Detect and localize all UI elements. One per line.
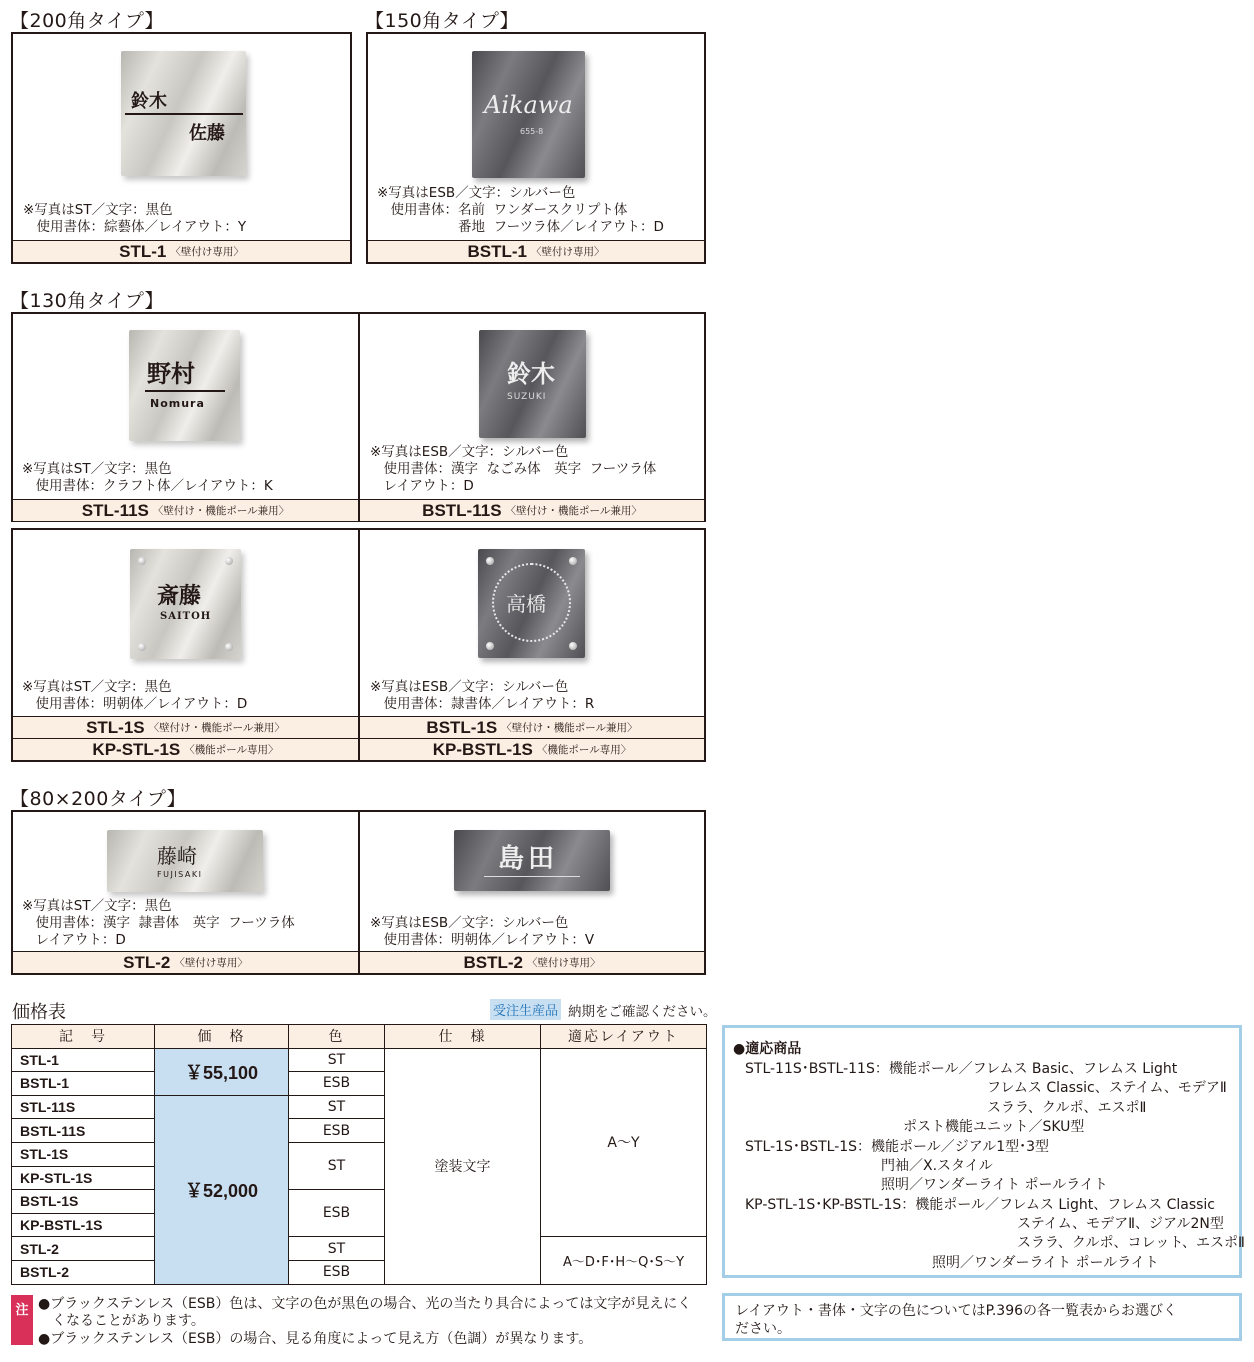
compatible-line: ステイム、モデアⅡ、ジアル2N型: [1017, 1216, 1224, 1232]
plate-roman: Nomura: [150, 397, 205, 410]
plate-roman: SAITOH: [160, 611, 212, 622]
photo-note-bstl11s: ※写真はESB／文字：シルバー色 使用書体：漢字 なごみ体 英字 フーツラ体 レイアウト：D: [370, 444, 657, 494]
nameplate-photo: [472, 51, 585, 178]
product-code: KP-STL-1S: [92, 739, 181, 759]
product-code: BSTL-2: [463, 952, 523, 972]
plate-number: 655-8: [520, 127, 544, 136]
compatible-line: ポスト機能ユニット／SKU型: [903, 1119, 1085, 1135]
compatible-line: 照明／ワンダーライト ポールライト: [881, 1177, 1108, 1193]
column-header: 価 格: [155, 1025, 289, 1049]
compatible-products-box: [722, 1025, 1245, 1278]
layout-cell: A～Y: [541, 1048, 707, 1237]
mount-bolt: [486, 557, 494, 565]
compatible-line: 門袖／X.スタイル: [881, 1158, 993, 1174]
plate-rule: [125, 113, 243, 115]
product-label-stl11s: [13, 499, 358, 521]
caution-note-2: ●ブラックステンレス（ESB）の場合、見る角度によって見え方（色調）が異なります。: [38, 1331, 593, 1347]
product-label-kp-stl1s: [13, 738, 358, 760]
mount-bolt: [225, 557, 233, 565]
plate-text: 藤崎: [157, 844, 197, 868]
product-label-kp-bstl1s: [360, 738, 704, 760]
nameplate-photo-stl1s: [130, 549, 241, 659]
table-row: [12, 1237, 707, 1261]
table-header-row: [12, 1025, 707, 1049]
nameplate-photo-stl11s: [129, 330, 240, 441]
product-label-bstl11s: [360, 499, 704, 521]
mount-bolt: [138, 643, 146, 651]
product-label: [368, 240, 704, 262]
photo-note: ※写真はESB／文字：シルバー色 使用書体：名前 ワンダースクリプト体 番地 フーツラ体／レイアウト：D: [377, 185, 664, 235]
product-code: BSTL-1: [467, 241, 527, 261]
column-header: 適応レイアウト: [541, 1025, 707, 1049]
usage-note: 〈壁付け・機能ポール兼用〉: [152, 505, 290, 517]
reference-text: ださい。: [735, 1321, 791, 1337]
product-card-stl1: [11, 32, 352, 264]
usage-note: 〈壁付け専用〉: [531, 246, 605, 258]
product-row-130-a: [11, 312, 706, 522]
code-cell: STL-1S: [12, 1142, 155, 1166]
reference-box: [722, 1293, 1242, 1341]
column-header: 記 号: [12, 1025, 155, 1049]
photo-note: ※写真はST／文字：黒色 使用書体：綜藝体／レイアウト：Y: [23, 202, 247, 235]
code-cell: KP-STL-1S: [12, 1166, 155, 1190]
code-cell: BSTL-2: [12, 1260, 155, 1284]
code-cell: BSTL-1: [12, 1072, 155, 1096]
color-cell: ST: [289, 1142, 385, 1189]
price-cell: ￥55,100: [155, 1048, 289, 1095]
usage-note: 〈壁付け・機能ポール兼用〉: [148, 722, 285, 734]
code-cell: STL-1: [12, 1048, 155, 1072]
photo-note-stl1s: ※写真はST／文字：黒色 使用書体：明朝体／レイアウト：D: [22, 679, 248, 712]
usage-note: 〈機能ポール専用〉: [184, 744, 279, 756]
product-row-80x200: [11, 810, 706, 975]
plate-text-1: 鈴木: [131, 91, 167, 112]
column-header: 仕 様: [385, 1025, 541, 1049]
usage-note: 〈機能ポール専用〉: [536, 744, 632, 756]
mount-bolt: [138, 557, 146, 565]
section-title-150: 【150角タイプ】: [365, 10, 520, 32]
plate-text: 高橋: [506, 592, 546, 616]
caution-note-1b: くなることがあります。: [38, 1313, 205, 1329]
product-code: STL-2: [123, 952, 171, 972]
product-label-stl1s: [13, 716, 358, 738]
code-cell: KP-BSTL-1S: [12, 1213, 155, 1237]
reference-text: レイアウト・書体・文字の色についてはP.396の各一覧表からお選びく: [735, 1303, 1178, 1319]
nameplate-photo-bstl11s: [479, 330, 586, 438]
section-title-80x200: 【80×200タイプ】: [10, 788, 187, 810]
product-card-bstl1: [366, 32, 706, 264]
made-to-order-badge: 受注生産品: [490, 999, 561, 1020]
code-cell: STL-11S: [12, 1095, 155, 1119]
divider: [358, 314, 360, 520]
code-cell: BSTL-11S: [12, 1119, 155, 1143]
spec-cell: 塗装文字: [385, 1048, 541, 1284]
caution-mark: 注: [11, 1295, 33, 1345]
plate-ornament: [484, 876, 580, 877]
product-row-130-b: [11, 528, 706, 762]
color-cell: ST: [289, 1048, 385, 1072]
lead-time-notice: 納期をご確認ください。: [568, 1004, 717, 1020]
product-code: STL-1: [119, 241, 167, 261]
table-row: [12, 1048, 707, 1072]
column-header: 色: [289, 1025, 385, 1049]
compatible-title: ●適応商品: [733, 1041, 802, 1057]
section-title-130: 【130角タイプ】: [10, 290, 165, 312]
product-label: [13, 240, 350, 262]
code-cell: STL-2: [12, 1237, 155, 1261]
compatible-line: STL-1S･BSTL-1S：機能ポール／ジアル1型･3型: [745, 1139, 1050, 1155]
product-code: KP-BSTL-1S: [432, 739, 533, 759]
product-label-bstl2: [360, 951, 704, 973]
product-code: STL-11S: [81, 500, 149, 520]
product-label-bstl1s: [360, 716, 704, 738]
product-code: STL-1S: [86, 717, 145, 737]
nameplate-photo-bstl1s: [478, 549, 585, 658]
color-cell: ESB: [289, 1119, 385, 1143]
color-cell: ST: [289, 1237, 385, 1261]
product-code: BSTL-11S: [422, 500, 502, 520]
price-table-title: 価格表: [12, 1002, 66, 1023]
product-code: BSTL-1S: [426, 717, 498, 737]
plate-text-2: 佐藤: [189, 123, 225, 144]
caution-note-1: ●ブラックステンレス（ESB）色は、文字の色が黒色の場合、光の当たり具合によっては文字が見えにく: [38, 1296, 692, 1312]
nameplate-photo: [121, 51, 246, 176]
plate-text: 野村: [147, 359, 195, 388]
plate-text: 斎藤: [157, 583, 202, 609]
nameplate-photo-bstl2: [454, 830, 610, 891]
color-cell: ST: [289, 1095, 385, 1119]
color-cell: ESB: [289, 1190, 385, 1237]
divider: [358, 812, 360, 973]
price-table: [11, 1024, 707, 1285]
usage-note: 〈壁付け・機能ポール兼用〉: [501, 722, 638, 734]
layout-cell: A～D･F･H～Q･S～Y: [541, 1237, 707, 1284]
compatible-line: スララ、クルポ、エスポⅡ: [987, 1100, 1147, 1116]
mount-bolt: [486, 642, 494, 650]
usage-note: 〈壁付け・機能ポール兼用〉: [505, 505, 642, 517]
usage-note: 〈壁付け専用〉: [174, 957, 248, 969]
photo-note-bstl2: ※写真はESB／文字：シルバー色 使用書体：明朝体／レイアウト：V: [370, 915, 595, 948]
section-title-200: 【200角タイプ】: [10, 10, 165, 32]
compatible-line: スララ、クルポ、コレット、エスポⅡ: [1017, 1235, 1245, 1251]
mount-bolt: [569, 557, 577, 565]
product-label-stl2: [13, 951, 358, 973]
plate-roman: SUZUKI: [507, 392, 547, 402]
price-cell: ￥52,000: [155, 1095, 289, 1284]
plate-text: 島田: [498, 844, 559, 874]
plate-roman: FUJISAKI: [157, 870, 203, 879]
color-cell: ESB: [289, 1072, 385, 1096]
compatible-line: KP-STL-1S･KP-BSTL-1S：機能ポール／フレムス Light、フレムス Classic: [745, 1197, 1216, 1213]
plate-text: 鈴木: [507, 359, 555, 388]
color-cell: ESB: [289, 1260, 385, 1284]
photo-note-stl11s: ※写真はST／文字：黒色 使用書体：クラフト体／レイアウト：K: [22, 461, 273, 494]
compatible-line: フレムス Classic、ステイム、モデアⅡ: [987, 1080, 1227, 1096]
plate-rule: [145, 390, 225, 392]
nameplate-photo-stl2: [107, 830, 263, 892]
code-cell: BSTL-1S: [12, 1190, 155, 1214]
mount-bolt: [225, 643, 233, 651]
usage-note: 〈壁付け専用〉: [527, 957, 601, 969]
usage-note: 〈壁付け専用〉: [170, 246, 244, 258]
compatible-line: 照明／ワンダーライト ポールライト: [932, 1255, 1159, 1271]
mount-bolt: [569, 642, 577, 650]
plate-script-name: Aikawa: [484, 91, 573, 119]
photo-note-bstl1s: ※写真はESB／文字：シルバー色 使用書体：隷書体／レイアウト：R: [370, 679, 595, 712]
compatible-line: STL-11S･BSTL-11S：機能ポール／フレムス Basic、フレムス Light: [745, 1061, 1178, 1077]
photo-note-stl2: ※写真はST／文字：黒色 使用書体：漢字 隷書体 英字 フーツラ体 レイアウト：D: [22, 898, 295, 948]
